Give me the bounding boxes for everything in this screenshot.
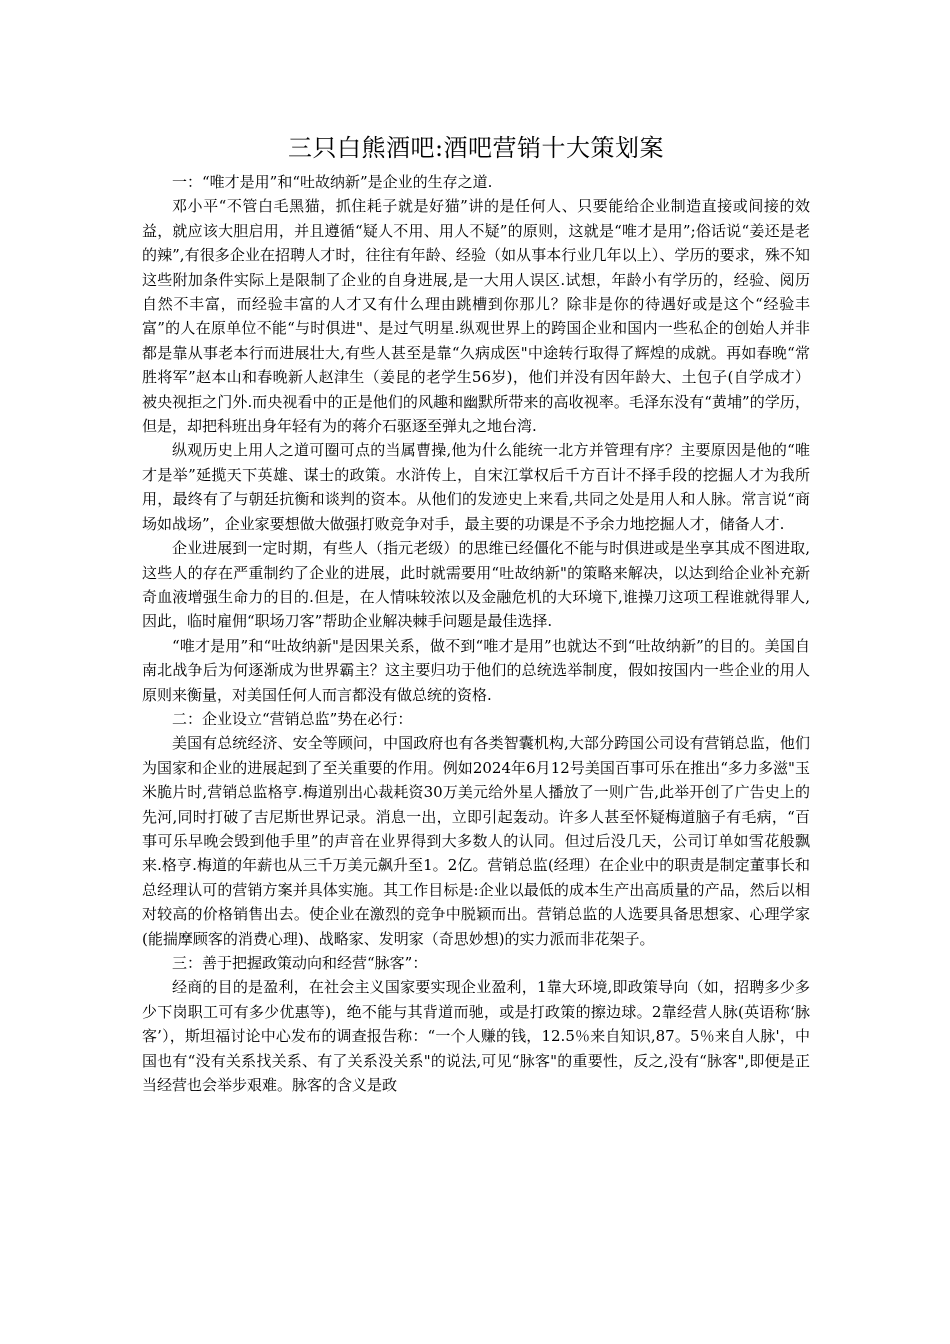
document-page: [142, 0, 810, 1097]
paragraph: 企业进展到一定时期，有些人（指元老级）的思维已经僵化不能与时俱进或是坐享其成不图进取,这些人的存在严重制约了企业的进展，此时就需要用“吐故纳新"的策略来解决，以达到给企业补充新奇血液增强生命力的目的.但是，在人情味较浓以及金融危机的大环境下,谁操刀这项工程谁就得罪人,因此，临时雇佣“职场刀客”帮助企业解决棘手问题是最佳选择.: [142, 539, 810, 631]
document-body: [142, 170, 810, 1097]
document-title: 三只白熊酒吧:酒吧营销十大策划案: [287, 134, 665, 162]
paragraph: 邓小平“不管白毛黑猫，抓住耗子就是好猫”讲的是任何人、只要能给企业制造直接或间接的效益，就应该大胆启用，并且遵循“疑人不用、用人不疑”的原则，这就是“唯才是用”;俗话说“姜还是老的辣”,有很多企业在招聘人才时，往往有年龄、经验（如从事本行业几年以上）、学历的要求，殊不知这些附加条件实际上是限制了企业的自身进展,是一大用人误区.试想，年龄小有学历的，经验、阅历自然不丰富，而经验丰富的人才又有什么理由跳槽到你那儿？除非是你的待遇好或是这个“经验丰富”的人在原单位不能“与时俱进"、是过气明星.纵观世界上的跨国企业和国内一些私企的创始人并非都是靠从事老本行而进展壮大,有些人甚至是靠“久病成医"中途转行取得了辉煌的成就。再如春晚“常胜将军”赵本山和春晚新人赵津生（姜昆的老学生56岁)，他们并没有因年龄大、土包子(自学成才）被央视拒之门外.而央视看中的正是他们的风趣和幽默所带来的高收视率。毛泽东没有“黄埔”的学历，但是，却把科班出身年轻有为的蒋介石驱逐至弹丸之地台湾.: [142, 197, 810, 436]
section-heading-1: 一：“唯才是用”和“吐故纳新”是企业的生存之道.: [172, 173, 493, 191]
paragraph: “唯才是用”和“吐故纳新"是因果关系，做不到“唯才是用”也就达不到“吐故纳新”的目的。美国自南北战争后为何逐渐成为世界霸主？这主要归功于他们的总统选举制度，假如按国内一些企业的用人原则来衡量，对美国任何人而言都没有做总统的资格.: [142, 636, 810, 704]
section-heading-3: 三：善于把握政策动向和经营“脉客”：: [172, 954, 428, 972]
paragraph: 纵观历史上用人之道可圈可点的当属曹操,他为什么能统一北方并管理有序？主要原因是他的“唯才是举”延揽天下英雄、谋士的政策。水浒传上，自宋江掌权后千方百计不择手段的挖掘人才为我所用，最终有了与朝廷抗衡和谈判的资本。从他们的发迹史上来看,共同之处是用人和人脉。常言说“商场如战场”，企业家要想做大做强打败竞争对手，最主要的功课是不予余力地挖掘人才，储备人才.: [142, 441, 810, 533]
paragraph: 美国有总统经济、安全等顾问，中国政府也有各类智囊机构,大部分跨国公司设有营销总监，他们为国家和企业的进展起到了至关重要的作用。例如2024年6月12号美国百事可乐在推出“多力多滋"玉米脆片时,营销总监格亨.梅道别出心裁耗资30万美元给外星人播放了一则广告,此举开创了广告史上的先河,同时打破了吉尼斯世界记录。消息一出，立即引起轰动。许多人甚至怀疑梅道脑子有毛病，“百事可乐早晚会毁到他手里”的声音在业界得到大多数人的认同。但过后没几天，公司订单如雪花般飘来.格亨.梅道的年薪也从三千万美元飙升至1。2亿。营销总监(经理）在企业中的职责是制定董事长和总经理认可的营销方案并具体实施。其工作目标是:企业以最低的成本生产出高质量的产品，然后以相对较高的价格销售出去。使企业在激烈的竞争中脱颖而出。营销总监的人选要具备思想家、心理学家(能揣摩顾客的消费心理)、战略家、发明家（奇思妙想)的实力派而非花架子。: [142, 734, 810, 948]
section-heading-2: 二：企业设立“营销总监”势在必行：: [172, 709, 413, 728]
paragraph: 经商的目的是盈利，在社会主义国家要实现企业盈利，1靠大环境,即政策导向（如，招聘多少多少下岗职工可有多少优惠等)，绝不能与其背道而驰，或是打政策的擦边球。2靠经营人脉(英语称‘脉客’），斯坦福讨论中心发布的调查报告称：“一个人赚的钱，12.5％来自知识,87。5％来自人脉'，中国也有“没有关系找关系、有了关系没关系"的说法,可见“脉客"的重要性，反之,没有“脉客",即便是正当经营也会举步艰难。脉客的含义是政: [142, 978, 810, 1095]
